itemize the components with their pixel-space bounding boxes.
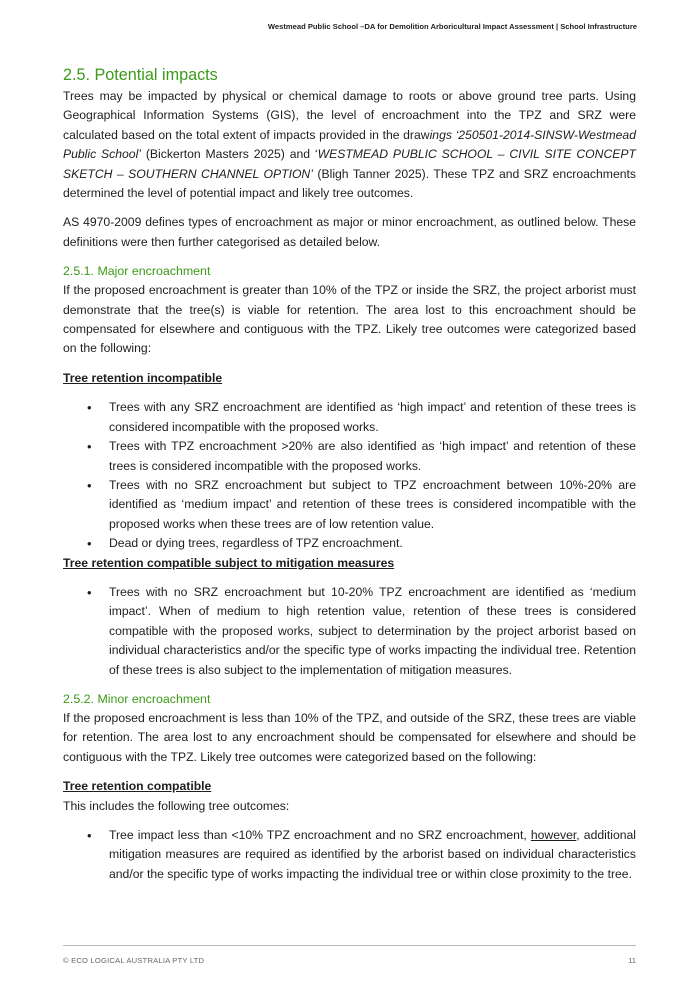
list-item: • Trees with TPZ encroachment >20% are also identified as ‘high impact’ and retention of these trees is considered incompatible with the proposed works.	[63, 437, 636, 476]
list-item: • Dead or dying trees, regardless of TPZ encroachment.	[63, 534, 636, 553]
page-number: 11	[628, 956, 636, 965]
list-item: • Trees with no SRZ encroachment but subject to TPZ encroachment between 10%-20% are identified as ‘medium impact’ and retention of these trees is considered incompatible with the proposed works when these trees are of low retention value.	[63, 476, 636, 534]
retention-mitigation-heading: Tree retention compatible subject to mitigation measures	[63, 555, 395, 570]
retention-compatible-heading: Tree retention compatible	[63, 779, 212, 794]
retention-incompatible-heading: Tree retention incompatible	[63, 370, 223, 385]
footer-divider	[63, 945, 636, 946]
page-content	[63, 64, 636, 884]
definitions-paragraph: AS 4970-2009 defines types of encroachment as major or minor encroachment, as outlined below. These definitions were then further categorised as detailed below.	[63, 215, 636, 249]
list-item: • Trees with any SRZ encroachment are identified as ‘high impact’ and retention of these trees is considered incompatible with the proposed works.	[63, 398, 636, 437]
list-item: • Trees with no SRZ encroachment but 10-20% TPZ encroachment are identified as ‘medium impact’. When of medium to high retention value, retention of these trees is considered compatible with the proposed works, subject to determination by the project arborist based on individual characteristics and/or the specific type of works impacting the individual tree. Retention of these trees is also subject to the implementation of mitigation measures.	[63, 583, 636, 680]
section-heading: 2.5. Potential impacts	[63, 66, 218, 84]
major-encroachment-heading: 2.5.1. Major encroachment	[63, 264, 211, 279]
compatible-list	[63, 826, 636, 884]
list-item: • Tree impact less than <10% TPZ encroachment and no SRZ encroachment, however, additional mitigation measures are required as identified by the arborist based on individual characteristics and/or the specific type of works impacting the individual tree or within close proximity to the tree.	[63, 826, 636, 884]
minor-encroachment-heading: 2.5.2. Minor encroachment	[63, 691, 211, 706]
compatible-intro: This includes the following tree outcomes:	[63, 798, 290, 813]
page-header: Westmead Public School –DA for Demolition Arboricultural Impact Assessment | School Infrastructure	[267, 22, 637, 31]
mitigation-list	[63, 583, 636, 680]
incompatible-list	[63, 398, 636, 553]
minor-intro-paragraph: If the proposed encroachment is less than 10% of the TPZ, and outside of the SRZ, these trees are viable for retention. The area lost to any encroachment should be compensated for elsewhere and should be contiguous with the TPZ. Likely tree outcomes were categorized based on the following:	[63, 710, 636, 764]
footer-copyright: © ECO LOGICAL AUSTRALIA PTY LTD	[63, 956, 205, 965]
major-intro-paragraph: If the proposed encroachment is greater than 10% of the TPZ or inside the SRZ, the project arborist must demonstrate that the tree(s) is viable for retention. The area lost to this encroachment should be compensated for elsewhere and contiguous with the TPZ. Likely tree outcomes were categorized based on the following:	[63, 283, 636, 356]
intro-paragraph: Trees may be impacted by physical or chemical damage to roots or above ground tree parts. Using Geographical Information Systems (GIS), the level of encroachment into the TPZ and SRZ were calculated based on the total extent of impacts provided in the drawings ‘250501-2014-SINSW-Westmead Public School’ (Bickerton Masters 2025) and ‘WESTMEAD PUBLIC SCHOOL – CIVIL SITE CONCEPT SKETCH – SOUTHERN CHANNEL OPTION’ (Bligh Tanner 2025). These TPZ and SRZ encroachments determined the level of potential impact and likely tree outcomes.	[63, 89, 636, 201]
